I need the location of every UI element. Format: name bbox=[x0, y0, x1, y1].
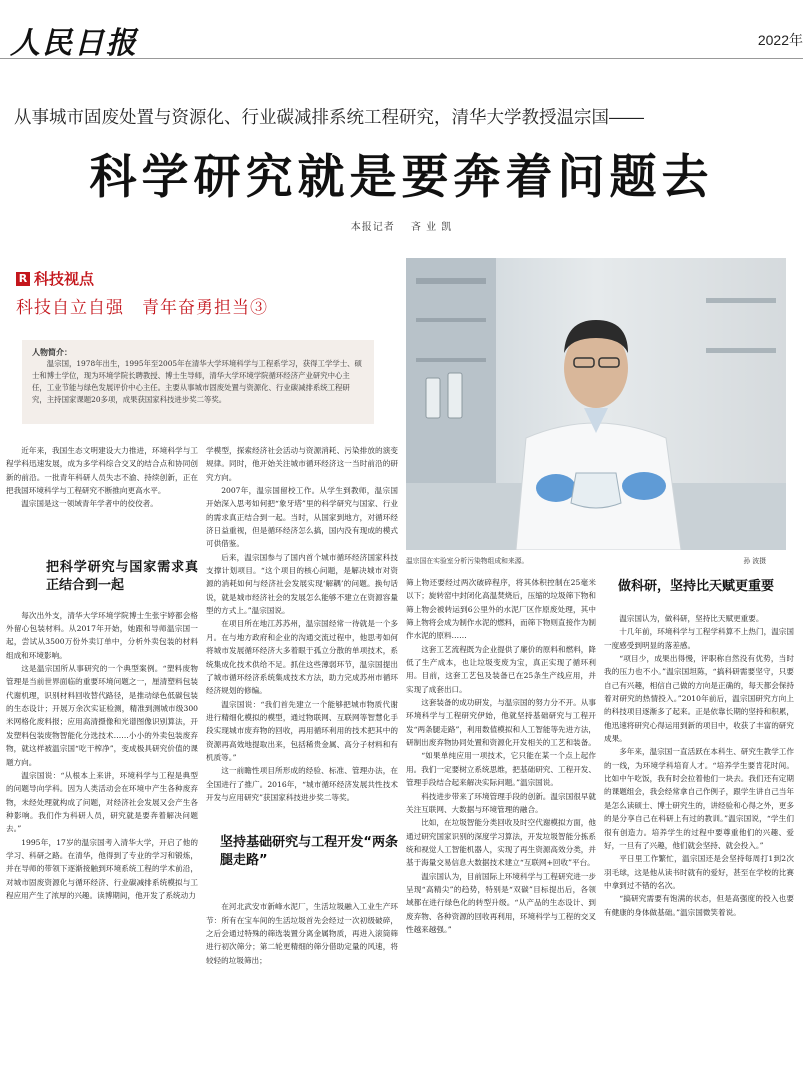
article-column-3 bbox=[406, 576, 596, 936]
byline-role: 本报记者 bbox=[350, 222, 395, 233]
paragraph: 后来，温宗国参与了国内首个城市循环经济国家科技支撑计划项目。“这个项目的核心问题，是解决城市对资源的消耗如何与经济社会发展实现‘解耦’的问题。换句话说，就是城市经济社会的发展怎么能够不建立在资源容量型的方式上。”温宗国说。 bbox=[206, 552, 398, 616]
main-headline: 科学研究就是要奔着问题去 bbox=[89, 150, 714, 205]
masthead-logo: 人民日报 bbox=[10, 26, 138, 61]
paragraph: 筛上物还要经过两次破碎程序，将其体积控制在25毫米以下；旋转窑中封闭化高温焚烧后，压缩的垃圾筛下物和筛上物会被转运到6公里外的水泥厂区作原废处理，其中筛上物将会成为制作水泥的燃料，而筛下物则直接作为制作水泥的原料…… bbox=[406, 578, 596, 641]
paragraph: 温宗国认为，目前国际上环境科学与工程研究进一步呈现“高精尖”的趋势，特别是“双碳”目标提出后，各领域都在进行绿色化的转型升级。“从产品的生态设计、到废弃物、各种资源的回收再利用，环境科学与工程的交叉性越来越强。” bbox=[406, 871, 596, 934]
article-column-4 bbox=[604, 578, 794, 919]
paragraph: 2007年，温宗国留校工作。从学生到教师，温宗国开始深入思考如何把“象牙塔”里的科学研究与国家、行业的需求真正结合到一起。当时，从国家到地方，对循环经济日益重视，但是循环经济怎么搞，国内没有现成的模式可供借鉴。 bbox=[206, 486, 398, 549]
section-header bbox=[16, 268, 268, 318]
paragraph: 温宗国是这一领域青年学者中的佼佼者。 bbox=[21, 499, 158, 509]
paragraph: 温宗国说：“从根本上来讲，环境科学与工程是典型的问题导向学科。因为人类活动会在环境中产生各种废弃物，未经处理就构成了问题，对经济社会发展又会产生各种影响。我们作为科研人员，研究就是要奔着解决问题去。” bbox=[6, 770, 198, 834]
issue-date: 2022年 bbox=[757, 32, 803, 48]
photo-caption bbox=[406, 555, 786, 565]
paragraph: 平日里工作繁忙，温宗国还是会坚持每周打1到2次羽毛球，这是他从读书时就有的爱好，甚至在学校的比赛中拿到过不错的名次。 bbox=[604, 854, 794, 890]
paragraph: 这是温宗国所从事研究的一个典型案例。“塑料废物管理是当前世界面临的重要环境问题之一，厘清塑料包装代谢机理，识别材料回收替代路径，是推动绿色低碳包装的生态设计；开展万余次实证检测，精准到测城市级300米网格化废料报；应用高清摄像和光谱图像识别算法，开发塑料包装废物智能化分选技术……小小的外卖包装废弃物，就这样被温宗国“吃干榨净”，变成极具研究价值的课题方向。 bbox=[6, 664, 198, 767]
paragraph: 科技进步带来了环境管理手段的创新。温宗国很早就关注互联网、大数据与环境管理的融合。 bbox=[406, 791, 596, 814]
kicker-headline: 从事城市固废处置与资源化、行业碳减排系统工程研究，清华大学教授温宗国—— bbox=[14, 107, 644, 127]
caption-text: 温宗国在实验室分析污染物组成和来源。 bbox=[406, 557, 529, 565]
paragraph: 温宗国说：“我们首先建立一个能够把城市物质代谢进行精细化模拟的模型，通过物联网、互联网等智慧化手段实现城市废弃物的回收，再用循环利用的技术把其中的资源再高效地提取出来，包括稀贵金属、高分子材料和有机质等。” bbox=[206, 699, 398, 762]
paragraph: “项目少，成果出得慢，评职称自然没有优势，当时我的压力也不小。”温宗国坦陈，“搞科研需要坚守，只要自己有兴趣，相信自己做的方向是正确的，每天都会保持着对研究的热情投入。”2010年前后，温宗国研究方向上的科技项目逐渐多了起来。正是依靠长期的坚持和积累，他迅速将研究心得运用到新的项目中，收获了丰富的研究成果。 bbox=[604, 654, 794, 744]
paragraph: “搞研究需要有饱满的状态，但是高强度的投入也要有健康的身体做基础。”温宗国微笑着说。 bbox=[604, 894, 794, 917]
paragraph: 学模型，探索经济社会活动与资源消耗、污染排放的演变规律。同时，他开始关注城市循环经济这一当时前沿的研究方向。 bbox=[206, 446, 398, 482]
article-column-2 bbox=[206, 444, 398, 967]
paragraph: “如果单纯应用一项技术，它只能在某一个点上起作用。我们一定要树立系统思维，把基础研究、工程开发、管理手段结合起来解决实际问题。”温宗国说。 bbox=[406, 751, 596, 788]
series-title: 科技自立自强 青年奋勇担当③ bbox=[16, 298, 268, 317]
section-title: 科技视点 bbox=[34, 270, 95, 288]
photo-credit: 孙 波摄 bbox=[743, 557, 766, 565]
section-title-row bbox=[16, 268, 268, 289]
paragraph: 每次出外支，清华大学环境学院博士生张宇婷都会格外留心包装材料。从2017年开始，她跟和导师温宗国一起，尝试从3500万份外卖订单中，分析外卖包装的材料组成和环境影响。 bbox=[6, 610, 198, 660]
portrait-photo bbox=[406, 258, 786, 550]
paragraph: 近年来，我国生态文明建设大力推进，环境科学与工程学科迅速发展，成为多学科综合交叉的结合点和协同创新的前沿。一批青年科研人员失志不渝、持续创新，正在把我国环境科学与工程研究不断推向更高水平。 bbox=[6, 446, 198, 496]
lab-photo-illustration bbox=[406, 258, 786, 550]
byline bbox=[0, 218, 803, 233]
paragraph: 1995年，17岁的温宗国考入清华大学，开启了他的学习、科研之路。在清华，他得到了专业的学习和锻炼，并在导师的带领下逐渐接触到环境系统工程的学术前沿，对城市固废资源化与循环经济、行业碳减排系统模拟与工程应用产生了浓厚的兴趣。读博期间，他开发了系统动力 bbox=[6, 837, 198, 900]
profile-label: 人物简介： bbox=[32, 347, 72, 357]
paragraph: 这套工艺流程既为企业提供了廉价的原料和燃料，降低了生产成本，也让垃圾变废为宝，真正实现了循环利用。目前，这套工艺包及装备已在25条生产线应用，并实现了成套出口。 bbox=[406, 644, 596, 694]
paragraph: 比如，在垃圾智能分类回收及时空代谢模拟方面，他通过研究国家识别的深度学习算法，开发垃圾智能分拣系统和视觉人工智能机器人，实现了再生资源高效分类，并基于海量交易信息大数据技术建立“互联网+回收”平台。 bbox=[406, 818, 596, 868]
top-rule bbox=[0, 58, 803, 59]
paragraph: 十几年前，环境科学与工程学科算不上热门，温宗国一度感受到明显的落差感。 bbox=[604, 627, 794, 650]
subhead-1: 把科学研究与国家需求真正结合到一起 bbox=[46, 559, 198, 593]
paragraph: 温宗国认为，做科研，坚持比天赋更重要。 bbox=[619, 614, 764, 623]
subhead-2: 坚持基础研究与工程开发“两条腿走路” bbox=[220, 835, 398, 869]
article-column-1 bbox=[6, 444, 198, 902]
paragraph: 在河北武安市新峰水泥厂，生活垃圾融入工业生产环节：所有在宝车间的生活垃圾首先会经过一次初级破碎，之后会通过特殊的筛选装置分离金属物质，再进入滚筒筛进行初次筛分；第二轮更精细的筛分借助定量的风速，将较轻的垃圾筛出； bbox=[206, 902, 398, 965]
profile-box bbox=[22, 340, 374, 424]
r-logo-icon: R bbox=[16, 272, 30, 286]
paragraph: 多年来，温宗国一直活跃在本科生、研究生教学工作的一线，为环境学科培育人才。“培养学生要肯花时间。比如中午吃饭，我有时会拉着他们一块去。我们还有定期的课题组会，我会经常拿自己作例子，跟学生讲自己当年是怎么读硕士、博士研究生的，讲经验和心得之外，更多的是分享自己在科研上有过的教训。”温宗国说，“学生们很有创造力。培养学生的过程中要尊重他们的兴趣、爱好，一旦有了兴趣，他们就会坚持、就会投入。” bbox=[604, 747, 794, 850]
paragraph: 这套装备的成功研发，与温宗国的努力分不开。从事环境科学与工程研究伊始，他就坚持基础研究与工程开发“两条腿走路”，利用数值模拟和人工智能等先进方法，研制出废弃物协同处置和资源化开发相关的工艺和装备。 bbox=[406, 698, 597, 748]
profile-text: 温宗国，1978年出生，1995年至2005年在清华大学环境科学与工程系学习，获得工学学士、硕士和博士学位，现为环境学院长聘教授、博士生导师，清华大学环境学院循环经济产业研究中心主任，工业节能与绿色发展评价中心主任。主要从事城市固废处置与资源化、行业碳减排系统工程研究，主持国家课题20多项，成果获国家科技进步奖二等奖。 bbox=[32, 359, 362, 404]
byline-name: 吝 业 凯 bbox=[410, 222, 453, 233]
paragraph: 这一前瞻性项目所形成的经验、标准、管理办法，在全国进行了推广。2016年，“城市循环经济发展共性技术开发与应用研究”获国家科技进步奖二等奖。 bbox=[206, 766, 398, 802]
paragraph: 在项目所在地江苏苏州，温宗国经常一待就是一个多月。在与地方政府和企业的沟通交流过程中，他思考如何将城市发展循环经济大多着眼于孤立分散的单项技术，系统集成化技术供给不足。抓住这些薄弱环节，温宗国提出了城市循环经济系统集成技术方法，助力完成苏州市循环经济规划的修编。 bbox=[206, 619, 398, 696]
subhead-3: 做科研，坚持比天赋更重要 bbox=[618, 579, 775, 594]
